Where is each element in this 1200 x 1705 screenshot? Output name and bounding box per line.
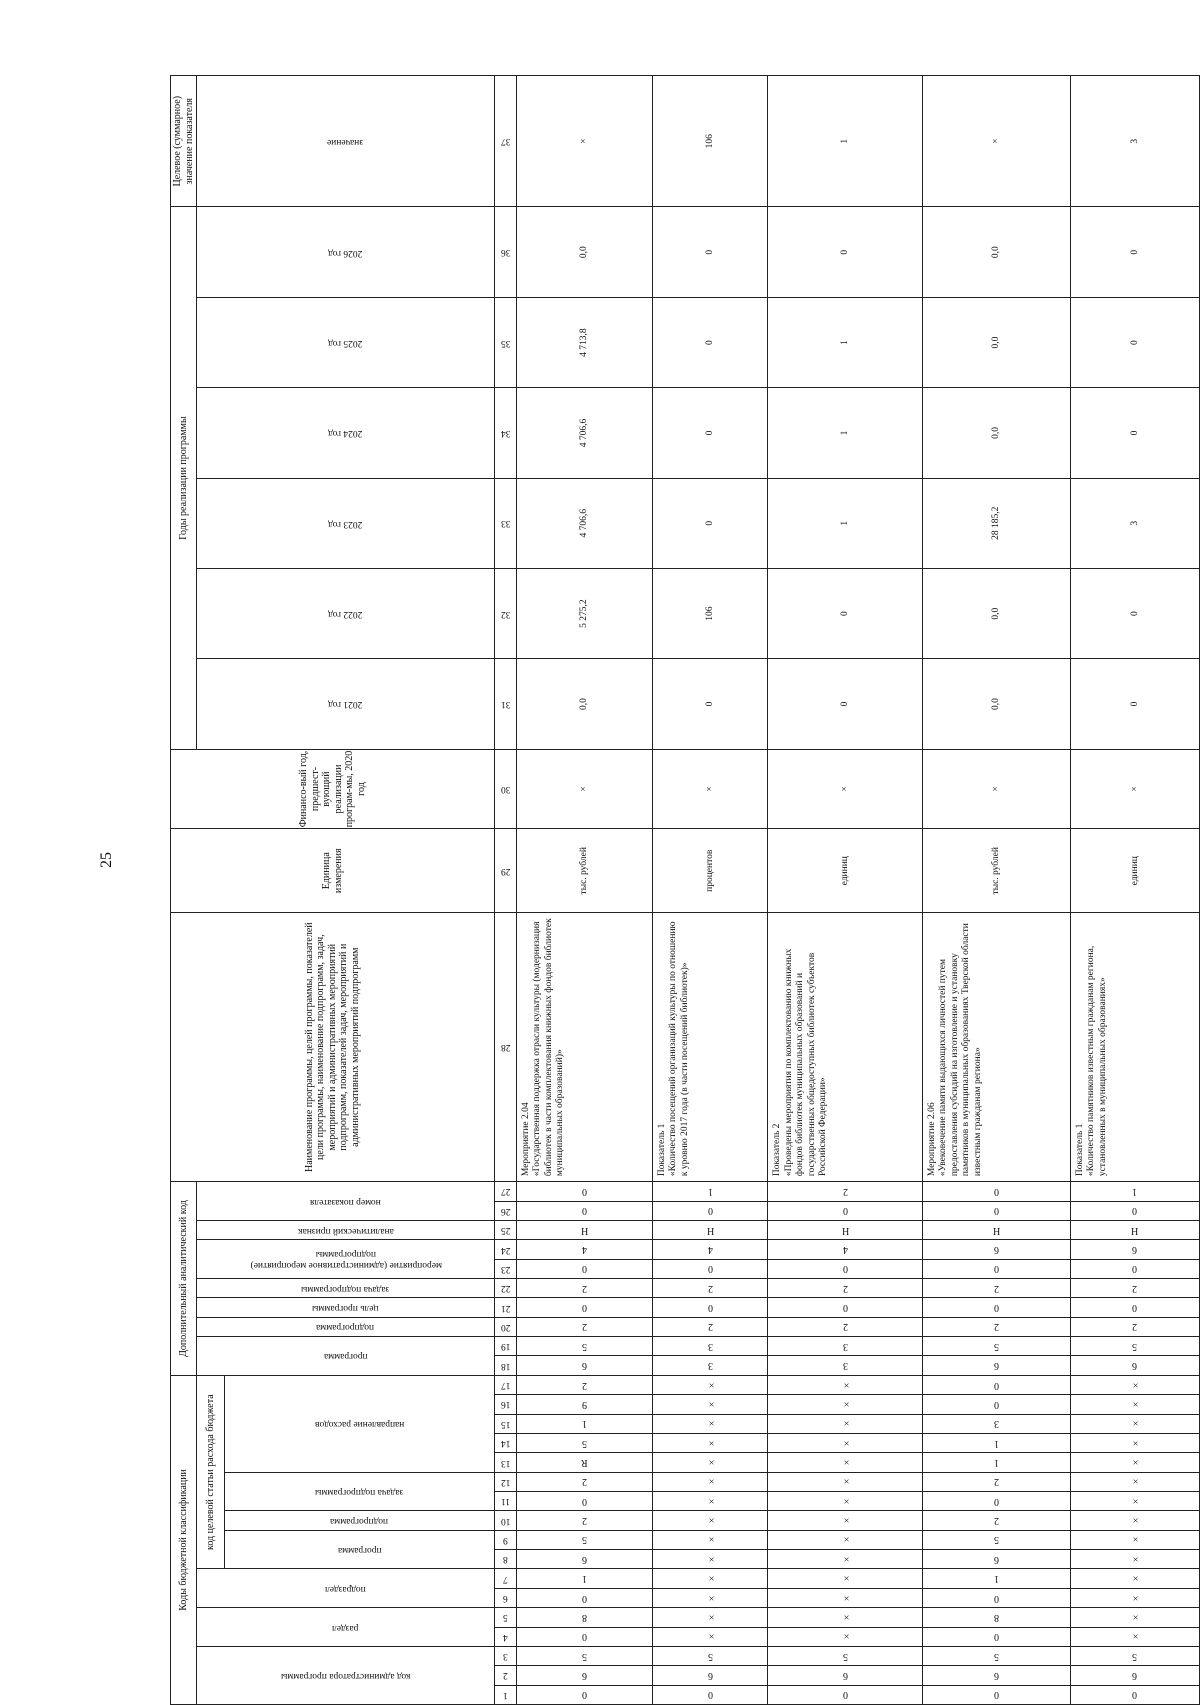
code-cell: 5 [768, 1646, 923, 1665]
table-row [923, 76, 1071, 1705]
column-number: 21 [495, 1298, 517, 1317]
year-value-cell: 1 [768, 297, 923, 387]
page-number: 25 [98, 852, 115, 868]
target-article-header: код целевой статьи расхода бюджета [197, 1375, 225, 1569]
column-number: 23 [495, 1259, 517, 1278]
table-row [768, 76, 923, 1705]
year-value-cell: 106 [653, 568, 768, 658]
column-number: 4 [495, 1627, 517, 1646]
code-cell: 8 [923, 1608, 1071, 1627]
extra-code-header: Дополнительный аналитический код [171, 1182, 197, 1376]
code-cell: 5 [1070, 1646, 1199, 1665]
code-cell: 0 [923, 1298, 1071, 1317]
year-value-cell: 0,0 [923, 568, 1071, 658]
year-value-cell: 4 706,6 [516, 478, 652, 568]
code-cell: × [768, 1569, 923, 1588]
code-cell: 3 [653, 1337, 768, 1356]
code-cell: × [768, 1511, 923, 1530]
code-cell: × [768, 1472, 923, 1491]
code-cell: 0 [1070, 1201, 1199, 1220]
column-number: 33 [495, 478, 517, 568]
column-number: 16 [495, 1395, 517, 1414]
year-value-cell: 28 185,2 [923, 478, 1071, 568]
code-cell: 5 [653, 1646, 768, 1665]
year-value-cell: 4 706,6 [516, 388, 652, 478]
code-cell: 3 [653, 1356, 768, 1375]
column-number: 19 [495, 1337, 517, 1356]
year-value-cell: 3 [1070, 478, 1199, 568]
code-cell: 0 [923, 1182, 1071, 1201]
target-value-cell: × [516, 76, 652, 207]
code-cell: 2 [768, 1279, 923, 1298]
item-name-cell: Показатель 2 «Проведены мероприятия по комплектованию книжных фондов библиотек муниципальных образований и государственных общедоступных библиотек субъектов Российской Федерации» [768, 913, 923, 1182]
table-row [653, 76, 768, 1705]
years-group-header: Годы реализации программы [171, 207, 197, 749]
code-cell: × [768, 1627, 923, 1646]
column-number: 26 [495, 1201, 517, 1220]
code-cell: 0 [516, 1627, 652, 1646]
column-number: 18 [495, 1356, 517, 1375]
code-cell: 0 [516, 1588, 652, 1607]
code-cell: 2 [516, 1279, 652, 1298]
column-number: 3 [495, 1646, 517, 1665]
code-cell: 2 [923, 1472, 1071, 1491]
year-2025-header: 2025 год [197, 297, 495, 387]
a-measure-header: мероприятие (административное мероприятие) подпрограммы [197, 1240, 495, 1279]
year-2026-header: 2026 год [197, 207, 495, 297]
program-subheader: программа [225, 1530, 495, 1569]
section-header: раздел [197, 1608, 495, 1647]
code-cell: 0 [653, 1259, 768, 1278]
code-cell: × [1070, 1453, 1199, 1472]
year-value-cell: 0,0 [923, 297, 1071, 387]
year-value-cell: 0 [1070, 659, 1199, 749]
code-cell: × [653, 1395, 768, 1414]
code-cell: 0 [768, 1259, 923, 1278]
admin-code-header: код администратора программы [197, 1646, 495, 1704]
year-value-cell: 0 [768, 568, 923, 658]
code-cell: 6 [923, 1240, 1071, 1259]
code-cell: 0 [923, 1685, 1071, 1704]
code-cell: × [1070, 1433, 1199, 1452]
fin-year-cell: × [516, 749, 652, 829]
code-cell: 1 [923, 1569, 1071, 1588]
code-cell: 6 [923, 1356, 1071, 1375]
code-cell: 0 [1070, 1298, 1199, 1317]
code-cell: 0 [516, 1685, 652, 1704]
code-cell: × [1070, 1569, 1199, 1588]
column-number: 29 [495, 829, 517, 913]
code-cell: 4 [653, 1240, 768, 1259]
a-program-header: программа [197, 1337, 495, 1376]
code-cell: 6 [1070, 1666, 1199, 1685]
year-value-cell: 0,0 [923, 659, 1071, 749]
code-cell: 2 [768, 1317, 923, 1336]
code-cell: × [653, 1608, 768, 1627]
code-cell: 8 [516, 1608, 652, 1627]
code-cell: × [653, 1414, 768, 1433]
program-indicators-table [170, 75, 1200, 1705]
year-value-cell: 0 [1070, 297, 1199, 387]
code-cell: × [1070, 1627, 1199, 1646]
column-number: 34 [495, 388, 517, 478]
column-number: 27 [495, 1182, 517, 1201]
code-cell: × [768, 1433, 923, 1452]
code-cell: 0 [923, 1259, 1071, 1278]
year-value-cell: 0 [768, 659, 923, 749]
column-number: 30 [495, 749, 517, 829]
unit-cell: тыс. рублей [516, 829, 652, 913]
column-number: 13 [495, 1453, 517, 1472]
target-group-header: Целевое (суммарное) значение показателя [171, 76, 197, 207]
unit-cell: процентов [653, 829, 768, 913]
code-cell: × [768, 1395, 923, 1414]
code-cell: 0 [516, 1201, 652, 1220]
target-value-cell: 106 [653, 76, 768, 207]
year-value-cell: 1 [768, 388, 923, 478]
year-value-cell: 0 [768, 207, 923, 297]
code-cell: × [653, 1511, 768, 1530]
code-cell: × [1070, 1414, 1199, 1433]
code-cell: × [768, 1453, 923, 1472]
year-2024-header: 2024 год [197, 388, 495, 478]
code-cell: 9 [516, 1395, 652, 1414]
year-2023-header: 2023 год [197, 478, 495, 568]
year-2022-header: 2022 год [197, 568, 495, 658]
column-number: 12 [495, 1472, 517, 1491]
code-cell: × [768, 1492, 923, 1511]
code-cell: 2 [768, 1182, 923, 1201]
rotated-table-sheet [170, 75, 1200, 1705]
code-cell: × [653, 1472, 768, 1491]
code-cell: × [653, 1569, 768, 1588]
code-cell: 0 [768, 1685, 923, 1704]
code-cell: R [516, 1453, 652, 1472]
code-cell: × [768, 1414, 923, 1433]
code-cell: × [768, 1588, 923, 1607]
code-cell: 0 [923, 1588, 1071, 1607]
column-number: 28 [495, 913, 517, 1182]
code-cell: 5 [1070, 1337, 1199, 1356]
code-cell: 6 [1070, 1356, 1199, 1375]
code-cell: 0 [768, 1298, 923, 1317]
code-cell: 0 [923, 1201, 1071, 1220]
code-cell: × [768, 1550, 923, 1569]
code-cell: × [653, 1453, 768, 1472]
code-cell: Н [768, 1220, 923, 1239]
target-value-cell: × [923, 76, 1071, 207]
column-number: 31 [495, 659, 517, 749]
column-number: 36 [495, 207, 517, 297]
unit-cell: тыс. рублей [923, 829, 1071, 913]
column-number: 7 [495, 1569, 517, 1588]
code-cell: × [1070, 1375, 1199, 1394]
code-cell: 0 [923, 1627, 1071, 1646]
unit-column-header: Единица измерения [171, 829, 495, 913]
column-number: 37 [495, 76, 517, 207]
code-cell: × [653, 1550, 768, 1569]
code-cell: 4 [516, 1240, 652, 1259]
code-cell: 6 [768, 1666, 923, 1685]
year-value-cell: 0,0 [516, 659, 652, 749]
code-cell: 5 [923, 1530, 1071, 1549]
code-cell: 6 [516, 1666, 652, 1685]
code-cell: 1 [923, 1453, 1071, 1472]
target-value-header: значение [197, 76, 495, 207]
fin-year-cell: × [1070, 749, 1199, 829]
code-cell: 5 [516, 1433, 652, 1452]
column-number-row [495, 76, 517, 1705]
year-value-cell: 0 [653, 659, 768, 749]
code-cell: 2 [1070, 1279, 1199, 1298]
code-cell: 5 [516, 1530, 652, 1549]
item-name-cell: Показатель 1 «Количество памятников известным гражданам региона, установленных в муниципальных образованиях» [1070, 913, 1199, 1182]
column-number: 14 [495, 1433, 517, 1452]
code-cell: 1 [1070, 1182, 1199, 1201]
year-value-cell: 4 713,8 [516, 297, 652, 387]
a-goal-header: цель программы [197, 1298, 495, 1317]
code-cell: × [1070, 1511, 1199, 1530]
code-cell: × [768, 1608, 923, 1627]
code-cell: × [1070, 1492, 1199, 1511]
item-name-cell: Показатель 1 «Количество посещений организаций культуры по отношению к уровню 2017 года (в части посещений библиотек)» [653, 913, 768, 1182]
subprogram-subheader: подпрограмма [225, 1511, 495, 1530]
code-cell: 0 [923, 1492, 1071, 1511]
fin-year-column-header: Финансо-вый год, предшест-вующий реализации програм-мы, 2020 год [171, 749, 495, 829]
column-number: 35 [495, 297, 517, 387]
code-cell: 0 [653, 1201, 768, 1220]
code-cell: 6 [923, 1550, 1071, 1569]
code-cell: 2 [923, 1317, 1071, 1336]
code-cell: 2 [516, 1375, 652, 1394]
table-row [1070, 76, 1199, 1705]
column-number: 8 [495, 1550, 517, 1569]
code-cell: 0 [653, 1685, 768, 1704]
subsection-header: подраздел [197, 1569, 495, 1608]
unit-cell: единиц [768, 829, 923, 913]
code-cell: 1 [516, 1569, 652, 1588]
item-name-cell: Мероприятие 2.04 «Государственная поддержка отрасли культуры (модернизация библиотек в части комплектования книжных фондов библиотек муниципальных образований)» [516, 913, 652, 1182]
column-number: 15 [495, 1414, 517, 1433]
code-cell: 6 [1070, 1240, 1199, 1259]
code-cell: 5 [516, 1646, 652, 1665]
code-cell: × [653, 1530, 768, 1549]
fin-year-cell: × [768, 749, 923, 829]
code-cell: 0 [923, 1375, 1071, 1394]
target-value-cell: 3 [1070, 76, 1199, 207]
code-cell: × [1070, 1530, 1199, 1549]
code-cell: 1 [516, 1414, 652, 1433]
code-cell: 1 [653, 1182, 768, 1201]
code-cell: 1 [923, 1433, 1071, 1452]
year-2021-header: 2021 год [197, 659, 495, 749]
code-cell: 2 [923, 1279, 1071, 1298]
column-number: 24 [495, 1240, 517, 1259]
a-subprogram-header: подпрограмма [197, 1317, 495, 1336]
a-indicator-header: номер показателя [197, 1182, 495, 1221]
name-column-header: Наименование программы, целей программы, показателей цели программы, наименование подпрограмм, задач, мероприятий и административных мероприятий подпрограмм, показателей задач, мероприятий и административных мероприятий подпрограмм [171, 913, 495, 1182]
code-cell: 5 [923, 1646, 1071, 1665]
year-value-cell: 0,0 [923, 388, 1071, 478]
year-value-cell: 0 [653, 207, 768, 297]
table-row [516, 76, 652, 1705]
year-value-cell: 0 [1070, 568, 1199, 658]
code-cell: Н [923, 1220, 1071, 1239]
year-value-cell: 0 [653, 388, 768, 478]
item-name-cell: Мероприятие 2.06 «Увековечение памяти выдающихся личностей путем предоставления субсидий на изготовление и установку памятников в муниципальных образованиях Тверской области известным гражданам региона» [923, 913, 1071, 1182]
column-number: 20 [495, 1317, 517, 1336]
code-cell: 0 [653, 1298, 768, 1317]
code-cell: × [653, 1375, 768, 1394]
code-cell: 3 [768, 1356, 923, 1375]
year-value-cell: 0 [653, 297, 768, 387]
subprogram-task-subheader: задача подпрограммы [225, 1472, 495, 1511]
column-number: 5 [495, 1608, 517, 1627]
code-cell: 5 [516, 1337, 652, 1356]
expense-direction-subheader: направление расходов [225, 1375, 495, 1472]
code-cell: × [653, 1588, 768, 1607]
code-cell: × [653, 1492, 768, 1511]
code-cell: Н [516, 1220, 652, 1239]
column-number: 32 [495, 568, 517, 658]
code-cell: 0 [1070, 1259, 1199, 1278]
code-cell: 0 [516, 1182, 652, 1201]
code-cell: 6 [516, 1550, 652, 1569]
column-number: 1 [495, 1685, 517, 1704]
code-cell: 2 [923, 1511, 1071, 1530]
column-number: 2 [495, 1666, 517, 1685]
column-number: 22 [495, 1279, 517, 1298]
code-cell: × [768, 1375, 923, 1394]
code-cell: 2 [653, 1317, 768, 1336]
column-number: 17 [495, 1375, 517, 1394]
column-number: 25 [495, 1220, 517, 1239]
column-number: 9 [495, 1530, 517, 1549]
code-cell: 0 [516, 1259, 652, 1278]
year-value-cell: 1 [768, 478, 923, 568]
code-cell: 6 [923, 1666, 1071, 1685]
code-cell: 0 [516, 1298, 652, 1317]
code-cell: × [1070, 1588, 1199, 1607]
code-cell: 6 [516, 1356, 652, 1375]
a-task-header: задача подпрограммы [197, 1279, 495, 1298]
unit-cell: единиц [1070, 829, 1199, 913]
column-number: 6 [495, 1588, 517, 1607]
fin-year-cell: × [653, 749, 768, 829]
fin-year-cell: × [923, 749, 1071, 829]
code-cell: 0 [923, 1395, 1071, 1414]
year-value-cell: 0,0 [923, 207, 1071, 297]
code-cell: × [653, 1627, 768, 1646]
year-value-cell: 0 [1070, 207, 1199, 297]
column-number: 10 [495, 1511, 517, 1530]
code-cell: Н [1070, 1220, 1199, 1239]
code-cell: 3 [923, 1414, 1071, 1433]
code-cell: × [653, 1433, 768, 1452]
code-cell: × [1070, 1472, 1199, 1491]
code-cell: × [1070, 1395, 1199, 1414]
code-cell: 0 [768, 1201, 923, 1220]
code-cell: Н [653, 1220, 768, 1239]
code-cell: 6 [653, 1666, 768, 1685]
year-value-cell: 5 275,2 [516, 568, 652, 658]
code-cell: × [1070, 1608, 1199, 1627]
column-number: 11 [495, 1492, 517, 1511]
code-cell: 3 [768, 1337, 923, 1356]
code-cell: × [768, 1530, 923, 1549]
target-value-cell: 1 [768, 76, 923, 207]
code-cell: 4 [768, 1240, 923, 1259]
code-cell: 2 [516, 1472, 652, 1491]
code-cell: 2 [1070, 1317, 1199, 1336]
year-value-cell: 0 [1070, 388, 1199, 478]
year-value-cell: 0 [653, 478, 768, 568]
code-cell: 2 [516, 1511, 652, 1530]
code-cell: 5 [923, 1337, 1071, 1356]
a-attr-header: аналитический признак [197, 1220, 495, 1239]
code-cell: 2 [516, 1317, 652, 1336]
code-cell: × [1070, 1550, 1199, 1569]
year-value-cell: 0,0 [516, 207, 652, 297]
code-cell: 0 [516, 1492, 652, 1511]
code-cell: 2 [653, 1279, 768, 1298]
budget-classification-header: Коды бюджетной классификации [171, 1375, 197, 1704]
code-cell: 0 [1070, 1685, 1199, 1704]
